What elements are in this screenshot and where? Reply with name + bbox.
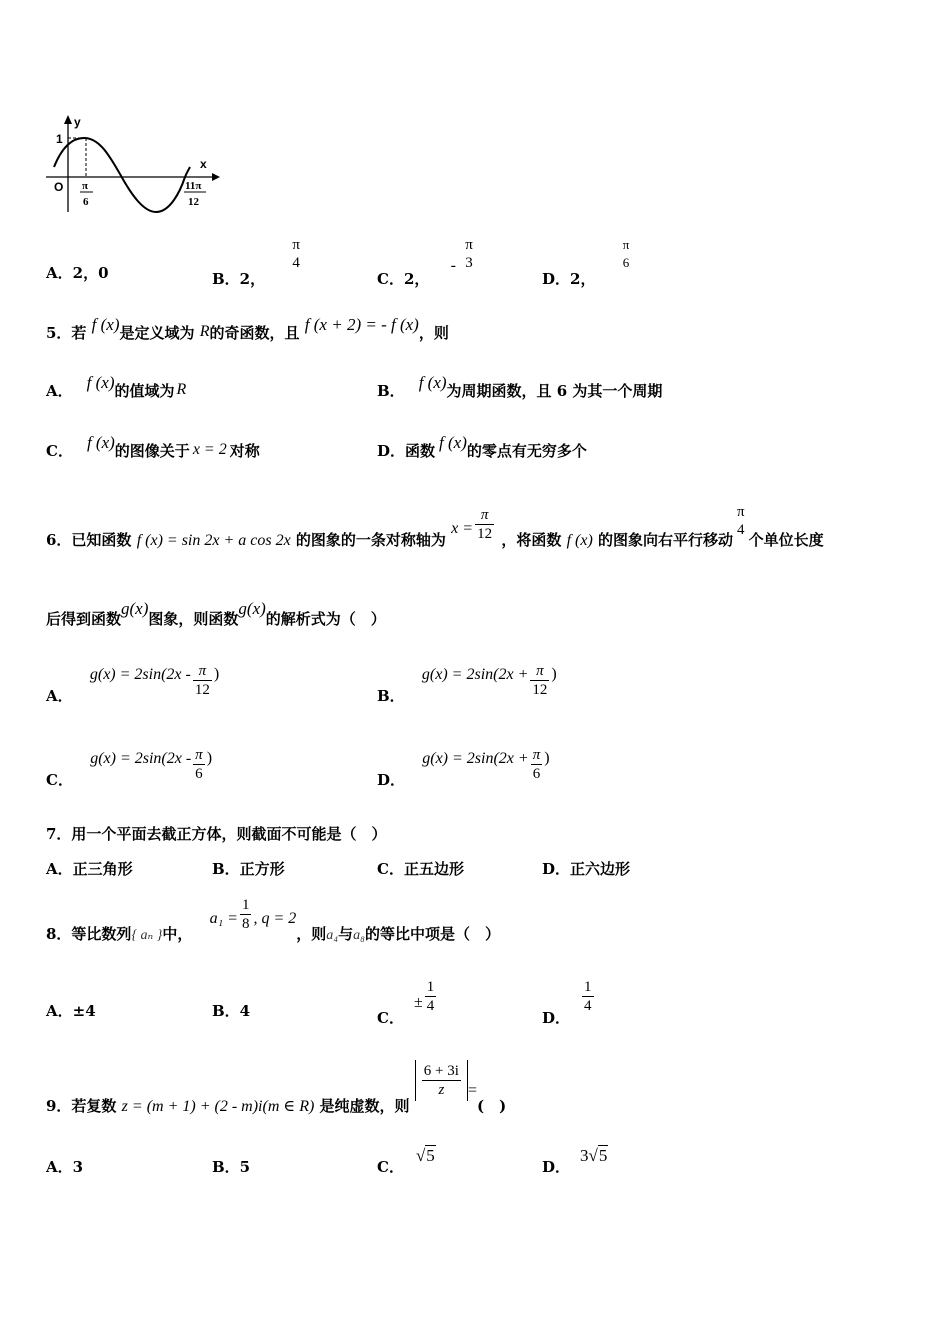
q6-option-c[interactable] <box>46 740 213 789</box>
q9-stem <box>46 1060 507 1115</box>
q8-mid2: ，则 <box>296 924 327 943</box>
q9-c-label: C． <box>377 1158 404 1176</box>
q5-b-fx: f (x) <box>418 373 447 392</box>
q6-a-num: π <box>198 663 207 679</box>
q6-mid1: 的图象的一条对称轴为 <box>295 530 446 549</box>
q6-shift-frac <box>735 503 747 539</box>
q8-d-den: 4 <box>584 998 592 1014</box>
q9-mid: 是纯虚数，则 <box>319 1096 410 1115</box>
q8-a1-frac <box>240 896 252 933</box>
q4-d-frac <box>621 236 632 272</box>
q6-d-num: π <box>532 747 541 763</box>
q8-b-text: B．4 <box>212 1002 251 1020</box>
y-axis-label: y <box>74 115 81 129</box>
q8-c-label: C． <box>377 1008 404 1027</box>
q9-d-rad: 5 <box>598 1146 608 1165</box>
pi-six-num: π <box>82 180 89 192</box>
q6-end: 个单位长度 <box>748 530 824 549</box>
q4-b-den: 4 <box>292 255 300 271</box>
q8-and: 与 <box>338 924 354 943</box>
q6-axis-frac <box>475 506 494 543</box>
q6-line2-c: 的解析式为（ ） <box>265 610 386 628</box>
q9-d-coef: 3 <box>580 1146 589 1165</box>
q5-c-text2: 对称 <box>229 442 260 460</box>
q6-c-label: C． <box>46 770 73 789</box>
q8-mid1: 中， <box>162 924 193 943</box>
origin-label: O <box>54 180 64 194</box>
q7-a-text: A．正三角形 <box>46 860 133 878</box>
sine-curve <box>54 138 190 212</box>
q8-d-label: D． <box>542 1008 571 1027</box>
q8-a8: a₈ <box>353 927 366 943</box>
q6-mid2: ，将函数 <box>501 530 562 549</box>
q4-d-label: D．2， <box>542 270 596 288</box>
q5-c-text1: 的图像关于 <box>114 442 190 460</box>
q6-a-expr: g(x) = 2sin(2x - <box>89 665 191 683</box>
q7-stem-text: 7．用一个平面去截正方体，则截面不可能是（ ） <box>46 825 387 843</box>
q4-b-frac <box>290 236 302 272</box>
q9-c-sqrt: √5 <box>415 1146 435 1165</box>
q6-b-frac <box>530 662 549 699</box>
q8-a4: a₄ <box>326 927 339 943</box>
q7-stem <box>46 823 386 844</box>
q9-a-text: A．3 <box>46 1158 84 1176</box>
q6-prefix: 6．已知函数 <box>46 530 132 549</box>
q8-a1-den: 8 <box>241 916 250 932</box>
q6-d-expr: g(x) = 2sin(2x + <box>422 749 529 767</box>
q7-option-d[interactable] <box>542 858 630 879</box>
q6-a-frac <box>193 662 212 699</box>
q4-b-num: π <box>292 237 300 253</box>
q5-option-a[interactable] <box>46 373 187 401</box>
q4-d-num: π <box>622 237 630 252</box>
q9-end: ( ) <box>476 1096 507 1115</box>
x-axis-arrow <box>212 173 220 181</box>
q5-a-fx: f (x) <box>86 373 115 392</box>
q6-c-expr: g(x) = 2sin(2x - <box>90 749 192 767</box>
q6-c-den: 6 <box>193 764 205 783</box>
q4-c-den: 3 <box>465 255 473 271</box>
q6-axis-num: π <box>480 507 489 523</box>
q9-b-text: B．5 <box>212 1158 251 1176</box>
q6-a-close: ) <box>213 665 220 683</box>
q6-mid3: 的图象向右平行移动 <box>598 530 734 549</box>
q6-shift-num: π <box>737 503 745 520</box>
q6-shift-den: 4 <box>737 521 745 538</box>
q8-a-text: A．±4 <box>46 1002 96 1020</box>
q5-a-R: R <box>176 381 187 398</box>
q6-line2-b: 图象，则函数 <box>148 610 239 628</box>
q7-c-text: C．正五边形 <box>377 860 464 878</box>
q5-mid1: 是定义域为 <box>119 324 195 342</box>
q5-fx: f (x) <box>91 315 120 334</box>
q4-c-sign: - <box>450 257 456 274</box>
q9-option-d[interactable] <box>542 1145 608 1176</box>
q6-c-num: π <box>195 747 203 763</box>
q9-frac-num: 6 + 3i <box>423 1063 459 1079</box>
q6-option-d[interactable] <box>377 740 550 789</box>
q9-c-rad: 5 <box>426 1146 435 1165</box>
q6-b-expr: g(x) = 2sin(2x + <box>421 665 529 683</box>
q9-option-b[interactable] <box>212 1156 250 1177</box>
q6-c-close: ) <box>206 749 213 767</box>
q6-d-frac <box>531 746 543 783</box>
q4-option-a[interactable] <box>46 262 109 283</box>
q7-option-b[interactable] <box>212 858 285 879</box>
q8-end: 的等比中项是（ ） <box>365 924 501 943</box>
q9-d-sqrt: 3√5 <box>580 1146 608 1165</box>
q8-option-b[interactable] <box>212 1000 250 1021</box>
q6-b-num: π <box>536 663 544 679</box>
q8-a1-num: 1 <box>241 897 250 913</box>
q8-stem <box>46 890 501 943</box>
pi-six-den: 6 <box>83 196 89 208</box>
q6-gx-1: g(x) <box>121 599 149 618</box>
q6-d-close: ) <box>544 749 550 767</box>
q9-option-c[interactable] <box>377 1145 436 1176</box>
q6-func: f (x) = sin 2x + a cos 2x <box>136 531 291 549</box>
q7-d-text: D．正六边形 <box>542 860 631 878</box>
q8-c-frac <box>425 978 437 1015</box>
q5-a-label: A． <box>46 382 73 400</box>
q8-d-frac <box>582 978 594 1015</box>
q5-R: R <box>199 323 210 340</box>
q4-b-label: B．2， <box>212 270 266 288</box>
q5-option-d[interactable] <box>377 433 587 461</box>
eleven-pi-num: 11π <box>185 180 202 192</box>
q8-c-sign: ± <box>413 993 423 1011</box>
q6-line2-a: 后得到函数 <box>46 610 122 628</box>
sine-graph <box>40 112 220 217</box>
q6-axis-den: 12 <box>477 526 493 542</box>
q5-option-c[interactable] <box>46 433 260 461</box>
eleven-pi-den: 12 <box>188 196 199 208</box>
q4-c-frac <box>463 236 475 272</box>
q8-d-num: 1 <box>584 979 592 995</box>
q6-stem-line1 <box>46 500 824 549</box>
q5-mid2: 的奇函数，且 <box>209 324 300 342</box>
q6-d-den: 6 <box>531 764 543 783</box>
q8-option-c[interactable] <box>377 976 438 1027</box>
q6-b-label: B． <box>377 686 405 705</box>
q5-d-fx: f (x) <box>439 433 467 452</box>
q8-seq: { aₙ } <box>131 927 163 943</box>
q6-a-label: A． <box>46 686 73 705</box>
q5-d-label: D．函数 <box>377 442 436 460</box>
q8-option-d[interactable] <box>542 976 596 1027</box>
q9-frac <box>422 1062 461 1099</box>
q7-b-text: B．正方形 <box>212 860 285 878</box>
q4-a-text: A．2，0 <box>46 264 109 282</box>
q4-d-den: 6 <box>622 255 630 270</box>
q7-option-c[interactable] <box>377 858 464 879</box>
q8-c-den: 4 <box>426 998 435 1014</box>
y-axis-arrow <box>64 115 72 124</box>
q4-option-d[interactable] <box>542 237 633 288</box>
q5-stem <box>46 315 449 343</box>
q6-b-den: 12 <box>532 682 548 698</box>
q5-c-fx: f (x) <box>86 433 115 452</box>
q4-c-label: C．2， <box>377 270 430 288</box>
q6-option-b[interactable] <box>377 656 557 705</box>
q4-option-c[interactable] <box>377 237 477 288</box>
q8-option-a[interactable] <box>46 1000 96 1021</box>
q4-option-b[interactable] <box>212 237 304 288</box>
q6-gx-2: g(x) <box>238 599 266 618</box>
q5-c-eq: x = 2 <box>192 441 227 458</box>
q8-prefix: 8．等比数列 <box>46 924 132 943</box>
q5-a-text: 的值域为 <box>114 382 175 400</box>
q9-prefix: 9．若复数 <box>46 1096 117 1115</box>
q5-end: ，则 <box>418 324 449 342</box>
q4-c-num: π <box>465 237 473 253</box>
q5-b-text: 为周期函数，且 6 为其一个周期 <box>446 382 663 400</box>
q9-frac-den: z <box>422 1080 461 1099</box>
q5-b-label: B． <box>377 382 405 400</box>
q9-d-label: D． <box>542 1158 571 1176</box>
q9-eq: = <box>467 1081 477 1099</box>
q7-option-a[interactable] <box>46 858 133 879</box>
q5-d-text: 的零点有无穷多个 <box>466 442 587 460</box>
q6-axis-lhs: x = <box>451 519 474 537</box>
q6-b-close: ) <box>551 665 557 683</box>
q9-option-a[interactable] <box>46 1156 83 1177</box>
q5-prefix: 5．若 <box>46 324 87 342</box>
q6-d-label: D． <box>377 770 406 789</box>
q6-stem-line2 <box>46 598 386 628</box>
q8-q: , q = 2 <box>253 909 297 927</box>
q6-a-den: 12 <box>194 682 210 698</box>
q5-eq: f (x + 2) = - f (x) <box>304 315 419 334</box>
x-axis-label: x <box>200 157 207 171</box>
q9-z: z = (m + 1) + (2 - m)i(m ∈ R) <box>121 1097 315 1115</box>
q6-fx: f (x) <box>566 531 593 549</box>
q5-option-b[interactable] <box>377 373 663 401</box>
q9-abs <box>415 1060 468 1101</box>
q8-c-num: 1 <box>426 979 435 995</box>
one-label: 1 <box>56 132 63 146</box>
q6-option-a[interactable] <box>46 656 220 705</box>
q6-c-frac <box>193 746 205 783</box>
q8-a1: a₁ = <box>209 909 238 927</box>
q5-c-label: C． <box>46 442 73 460</box>
